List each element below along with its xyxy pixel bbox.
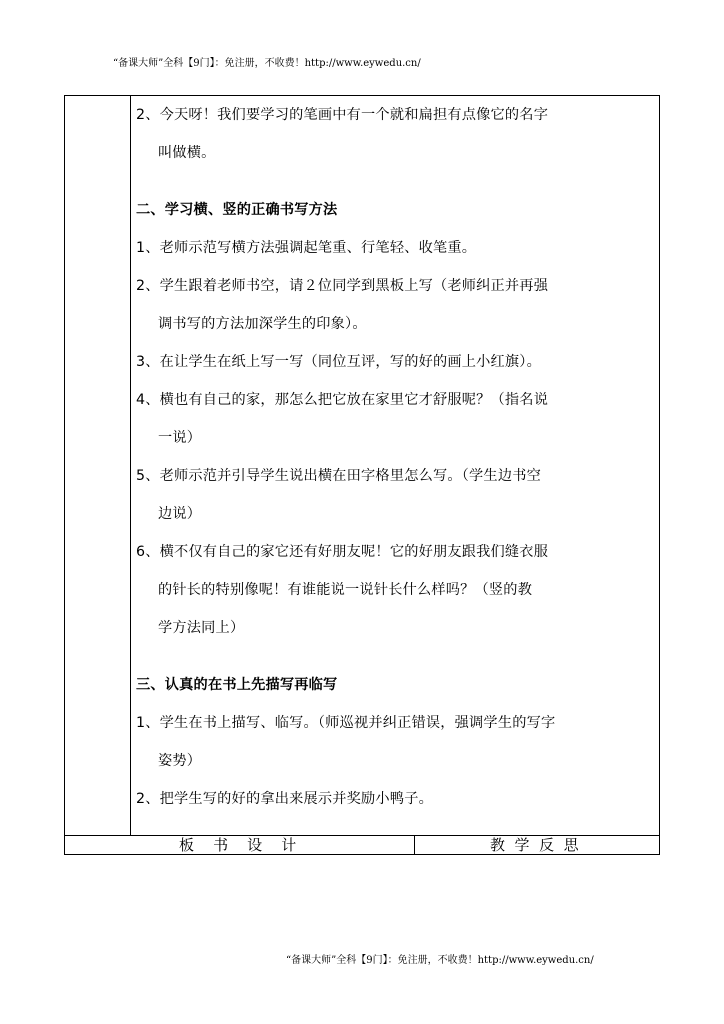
step-2-intro: 2、今天呀！我们要学习的笔画中有一个就和扁担有点像它的名字	[136, 107, 549, 123]
step-3-paper-writing: 3、在让学生在纸上写一写（同位互评，写的好的画上小红旗）。	[136, 354, 541, 370]
board-design-label: 板 书 设 计	[179, 836, 297, 854]
left-column-divider	[130, 96, 131, 835]
step-6-friend-cont-2: 学方法同上）	[158, 620, 245, 636]
step-4-home-cont: 一说）	[158, 430, 202, 446]
step-6-friend: 6、横不仅有自己的家它还有好朋友呢！它的好朋友跟我们缝衣服	[136, 544, 549, 560]
page-footer: “备课大师”全科【9门】：免注册，不收费！http://www.eywedu.cn/	[286, 955, 594, 966]
step-2-air-writing: 2、学生跟着老师书空，请２位同学到黑板上写（老师纠正并再强	[136, 278, 549, 294]
footer-column-divider	[414, 835, 415, 855]
step-2-air-writing-cont: 调书写的方法加深学生的印象）。	[158, 316, 367, 332]
teaching-reflection-label: 教 学 反 思	[490, 836, 579, 854]
page-header: “备课大师”全科【9门】：免注册，不收费！http://www.eywedu.cn/	[113, 58, 421, 69]
step-1-demo: 1、老师示范写横方法强调起笔重、行笔轻、收笔重。	[136, 240, 477, 256]
step-1-trace-cont: 姿势）	[158, 753, 202, 769]
step-2-intro-cont: 叫做横。	[158, 145, 216, 161]
step-5-grid-cont: 边说）	[158, 506, 202, 522]
step-5-grid: 5、老师示范并引导学生说出横在田字格里怎么写。（学生边书空	[136, 468, 541, 484]
section-3-heading: 三、认真的在书上先描写再临写	[136, 677, 338, 693]
step-6-friend-cont-1: 的针长的特别像呢！有谁能说一说针长什么样吗？（竖的教	[158, 582, 533, 598]
section-2-heading: 二、学习横、竖的正确书写方法	[136, 202, 338, 218]
step-2-display: 2、把学生写的好的拿出来展示并奖励小鸭子。	[136, 791, 433, 807]
step-4-home: 4、横也有自己的家，那怎么把它放在家里它才舒服呢？（指名说	[136, 392, 549, 408]
step-1-trace: 1、学生在书上描写、临写。（师巡视并纠正错误，强调学生的写字	[136, 715, 556, 731]
